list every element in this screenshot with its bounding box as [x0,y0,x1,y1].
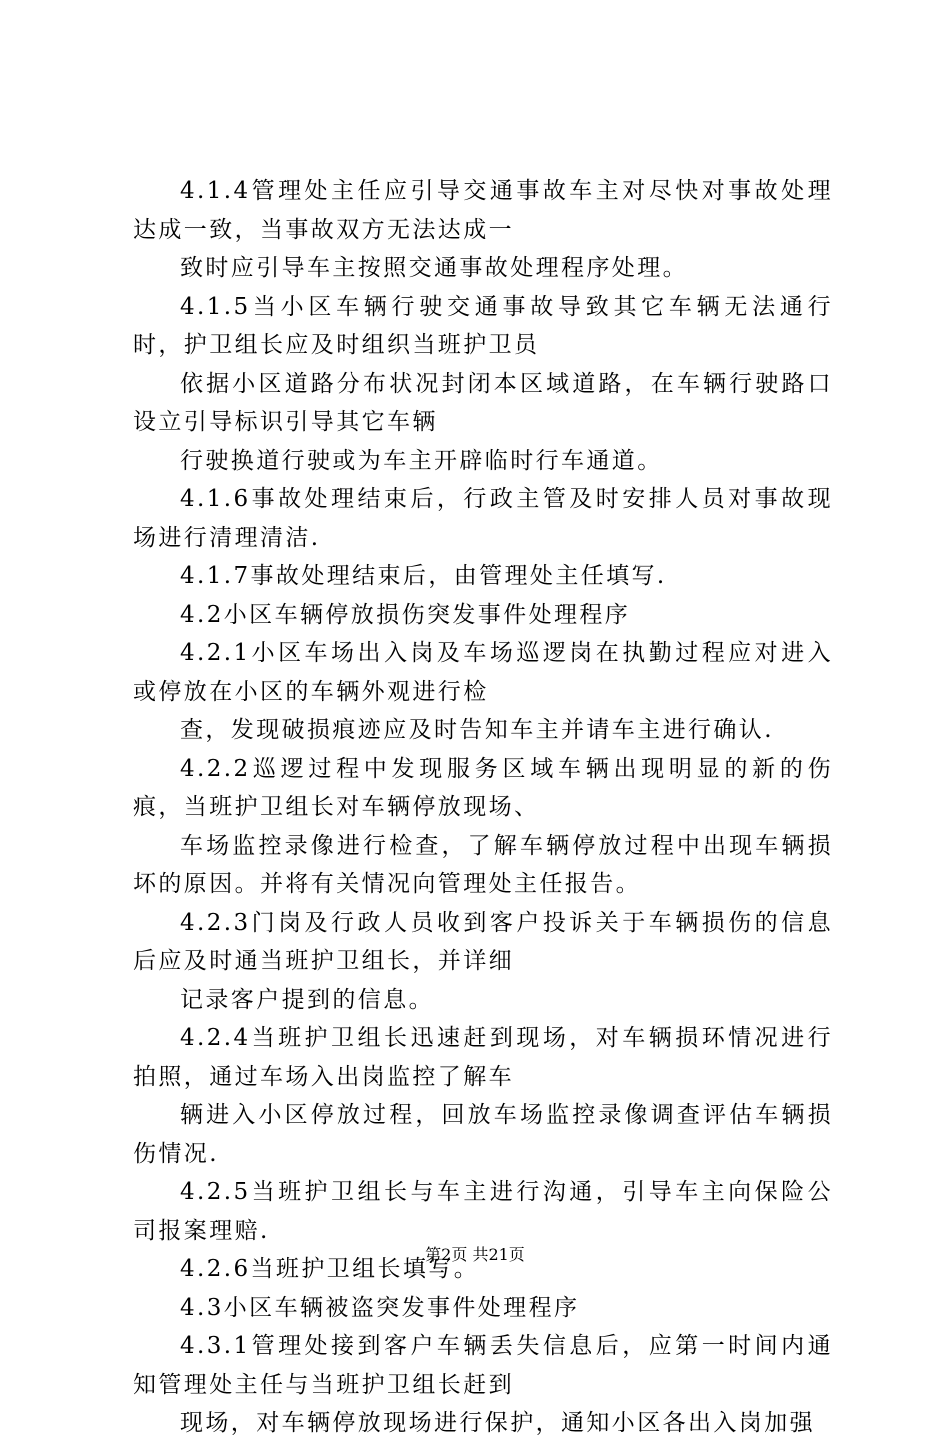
paragraph-12: 车场监控录像进行检查，了解车辆停放过程中出现车辆损坏的原因。并将有关情况向管理处主任报告。 [133,832,833,897]
paragraph-6: 4.1.6事故处理结束后，行政主管及时安排人员对事故现场进行清理清洁. [133,486,833,551]
paragraph-14: 记录客户提到的信息。 [180,986,434,1013]
paragraph-10: 查，发现破损痕迹应及时告知车主并请车主进行确认. [180,717,774,743]
paragraph-7: 4.1.7事故处理结束后，由管理处主任填写. [180,563,667,589]
page-number-label: 第2页 共21页 [425,1245,525,1264]
section-heading-4-2: 4.2小区车辆停放损伤突发事件处理程序 [180,601,631,628]
paragraph-16: 辆进入小区停放过程，回放车场监控录像调查评估车辆损伤情况. [133,1102,833,1167]
paragraph-20: 4.3.1管理处接到客户车辆丢失信息后，应第一时间内通知管理处主任与当班护卫组长赶到 [133,1333,833,1398]
section-heading-4-3: 4.3小区车辆被盗突发事件处理程序 [180,1294,580,1321]
paragraph-13: 4.2.3门岗及行政人员收到客户投诉关于车辆损伤的信息后应及时通当班护卫组长，并详细 [133,909,833,974]
paragraph-2: 致时应引导车主按照交通事故处理程序处理。 [180,255,688,281]
paragraph-1: 4.1.4管理处主任应引导交通事故车主对尽快对事故处理达成一致，当事故双方无法达成一 [133,178,833,243]
paragraph-21: 现场，对车辆停放现场进行保护，通知小区各出入岗加强 [180,1410,815,1436]
paragraph-4: 依据小区道路分布状况封闭本区域道路，在车辆行驶路口设立引导标识引导其它车辆 [133,370,833,435]
paragraph-5: 行驶换道行驶或为车主开辟临时行车通道。 [180,447,663,474]
paragraph-3: 4.1.5当小区车辆行驶交通事故导致其它车辆无法通行时，护卫组长应及时组织当班护卫员 [133,293,833,358]
paragraph-11: 4.2.2巡逻过程中发现服务区域车辆出现明显的新的伤痕，当班护卫组长对车辆停放现场、 [133,755,833,820]
paragraph-18: 4.2.6当班护卫组长填写。 [180,1256,480,1282]
paragraph-15: 4.2.4当班护卫组长迅速赶到现场，对车辆损环情况进行拍照，通过车场入出岗监控了解车 [133,1025,833,1090]
page-footer [0,1243,950,1267]
paragraph-9: 4.2.1小区车场出入岗及车场巡逻岗在执勤过程应对进入或停放在小区的车辆外观进行检 [133,640,833,705]
paragraph-17: 4.2.5当班护卫组长与车主进行沟通，引导车主向保险公司报案理赔. [133,1179,833,1244]
